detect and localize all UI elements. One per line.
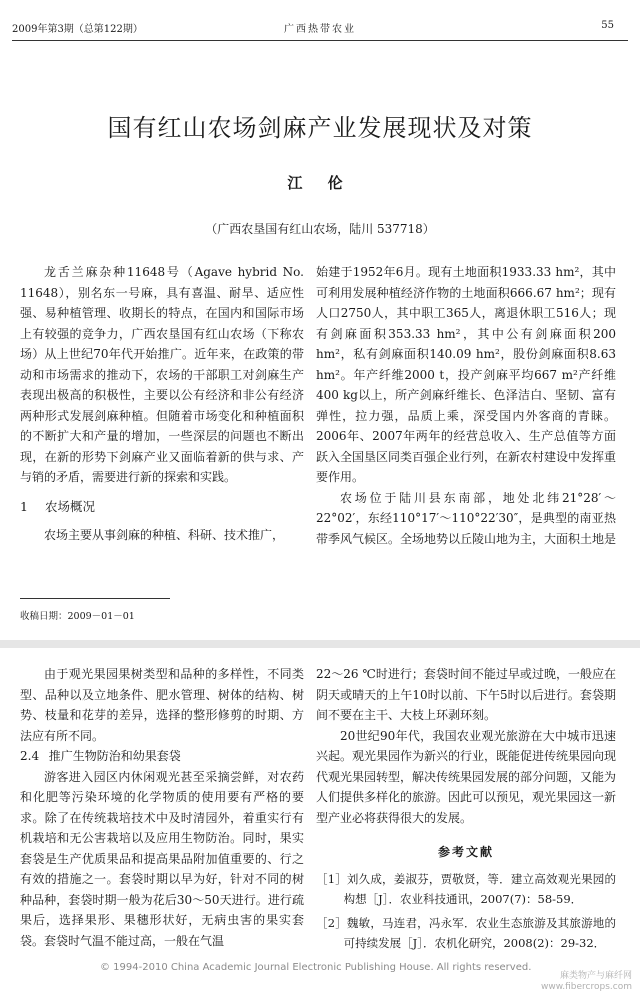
pruning-paragraph: 由于观光果园果树类型和品种的多样性，不同类型、品种以及立地条件、肥水管理、树体的结构、树势、枝量和花芽的差异，选择的整形修剪的时期、方法应有所不同。 <box>20 667 304 743</box>
section-number: 1 <box>20 498 28 514</box>
page1-left-column <box>20 262 304 546</box>
journal-name: 广西热带农业 <box>284 24 356 35</box>
section-title: 农场概况 <box>45 498 96 514</box>
bagging-continued-paragraph: 22～26 ℃时进行；套袋时间不能过早或过晚，一般应在阴天或晴天的上午10时以前、下午5时以后进行。套袋期间不要在主干、大枝上环剥环刻。 <box>316 667 616 722</box>
running-header <box>12 18 628 36</box>
footnote-rule <box>20 598 170 599</box>
article-title: 国有红山农场剑麻产业发展现状及对策 <box>107 114 533 142</box>
section-paragraph: 农场主要从事剑麻的种植、科研、技术推广， <box>44 528 285 542</box>
subsection-title: 推广生物防治和幼果套袋 <box>48 749 181 763</box>
section-heading <box>20 497 304 518</box>
conclusion-paragraph: 20世纪90年代，我国农业观光旅游在大中城市迅速兴起。观光果园作为新兴的行业，既能促进传统果园向现代观光果园转型，解决传统果园发展的部分问题，又能为人们提供多样化的旅游。因此可以预见，观光果园这一新型产业必将获得很大的发展。 <box>316 728 617 825</box>
received-date-footnote: 收稿日期：2009－01－01 <box>20 611 135 622</box>
page-number: 55 <box>601 20 614 31</box>
header-rule <box>12 40 628 41</box>
farm-location-paragraph: 农场位于陆川县东南部，地处北纬21°28′～22°02′，东经110°17′～110°22′30″，是典型的南亚热带季风气候区。全场地势以丘陵山地为主，大面积土地是 <box>316 490 617 546</box>
article-affiliation: （广西农垦国有红山农场，陆川 537718） <box>205 222 435 236</box>
bagging-paragraph: 游客进入园区内休闲观光甚至采摘尝鲜，对农药和化肥等污染环境的化学物质的使用要有严格的要求。除了在传统栽培技术中及时清园外，着重实行有机栽培和无公害栽培以及应用生物防治。同时，果实套袋是生产优质果品和提高果品附加值重要的、行之有效的措施之一。套袋时期以早为好，针对不同的树种品种，套袋时期一般为花后30～50天进行。进行疏果后，选择果形、果穗形状好，无病虫害的果实套袋。套袋时气温不能过高，一般在气温 <box>20 769 304 948</box>
farm-overview-paragraph: 始建于1952年6月。现有土地面积1933.33 hm²，其中可利用发展种植经济作物的土地面积666.67 hm²；现有人口2750人，其中职工365人，离退休职工516人；现有剑麻面积353.33 hm²，其中公有剑麻面积200 hm²，私有剑麻面积140.09 hm²，股份剑麻面积8.63 hm²。年产纤维2000 t，投产剑麻平均667 m²产纤维400 kg以上，所产剑麻纤维长、色泽洁白、坚韧、富有弹性，拉力强，品质上乘，深受国内外客商的青睐。2006年、2007年两年的经营总收入、生产总值等方面跃入全国垦区同类百强企业行列，在新农村建设中发挥重要作用。 <box>316 265 617 484</box>
page2-left-column <box>20 664 304 951</box>
intro-paragraph: 龙舌兰麻杂种11648号（Agave hybrid No. 11648），别名东一号麻，具有喜温、耐旱、适应性强、易种植管理、收期长的特点，在国内和国际市场上有较强的竞争力，广西农垦国有红山农场（下称农场）从上世纪70年代开始推广。近年来，在政策的带动和市场需求的推动下，农场的干部职工对剑麻生产表现出极高的积极性，主要以公有经济和非公有经济两种形式发展剑麻种植。但随着市场变化和种植面积的不断扩大和产量的增加，一些深层的问题也不断出现，在新的形势下剑麻产业又面临着新的供与求、产与销的矛盾，需要进行新的探索和实践。 <box>20 265 304 484</box>
issue-label: 2009年第3期（总第122期） <box>12 24 143 35</box>
reference-item: ［2］魏敏，马连君，冯永军．农业生态旅游及其旅游地的可持续发展［J］．农机化研究，2008(2)：29-32． <box>316 915 616 950</box>
page1-right-column <box>316 262 616 549</box>
page2-right-column <box>316 664 616 957</box>
reference-item: ［1］刘久成，姜淑芬，贾敬贤，等．建立高效观光果园的构想［J］．农业科技通讯，2007(7)：58-59． <box>316 871 616 906</box>
copyright-notice: © 1994-2010 China Academic Journal Electronic Publishing House. All rights reserved. <box>100 962 532 973</box>
subsection-number: 2.4 <box>20 749 40 763</box>
site-watermark: 麻类物产与麻纤网 <box>559 971 632 981</box>
article-author: 江 伦 <box>287 174 353 192</box>
subsection-heading <box>20 746 304 767</box>
site-watermark-url: www.fibercrops.com <box>541 982 632 992</box>
references-heading: 参考文献 <box>437 845 494 859</box>
page-separator <box>0 640 640 648</box>
